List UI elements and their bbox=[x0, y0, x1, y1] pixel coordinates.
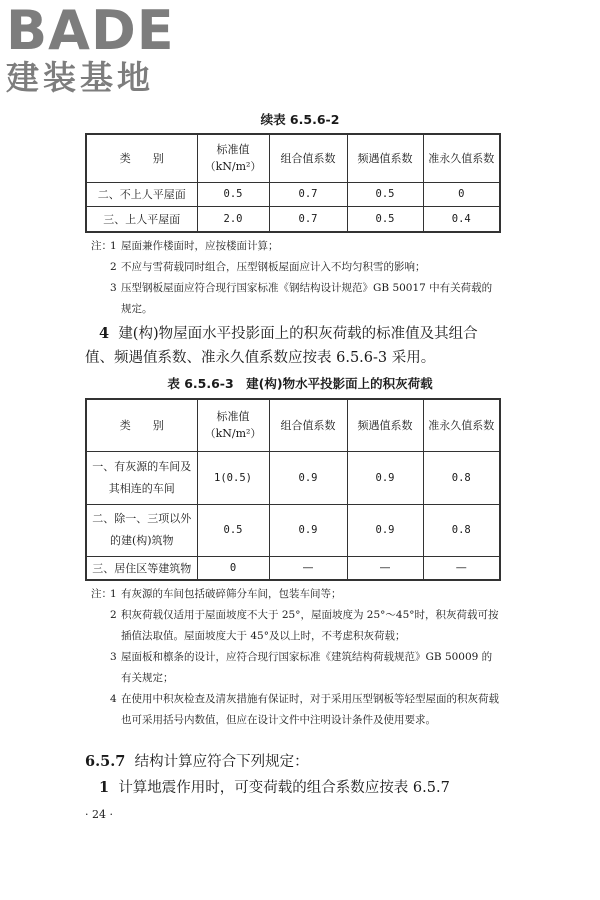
note-text: 屋面兼作楼面时，应按楼面计算； bbox=[121, 240, 279, 252]
cell-quasi-permanent-coef: 0.8 bbox=[423, 504, 500, 556]
cell-standard-value: 0 bbox=[197, 556, 269, 580]
note-number: 3 bbox=[110, 651, 117, 663]
header-quasi-permanent-coef: 准永久值系数 bbox=[423, 134, 500, 182]
table-6563-notes bbox=[91, 584, 501, 731]
header-standard-value: 标准值 （kN/m²） bbox=[197, 134, 269, 182]
cell-combination-coef: 0.7 bbox=[269, 206, 347, 232]
table-row bbox=[86, 451, 500, 504]
table-header-row bbox=[86, 399, 500, 451]
page-number: · 24 · bbox=[85, 808, 113, 821]
note-item bbox=[91, 605, 501, 647]
note-text: 积灰荷载仅适用于屋面坡度不大于 25°，屋面坡度为 25°～45°时，积灰荷载可按插值法取值。屋面坡度大于 45°及以上时，不考虑积灰荷载； bbox=[121, 609, 499, 642]
cell-combination-coef: 0.7 bbox=[269, 182, 347, 206]
cell-combination-coef: 0.9 bbox=[269, 504, 347, 556]
header-standard-value: 标准值 （kN/m²） bbox=[197, 399, 269, 451]
item-text: 计算地震作用时，可变荷载的组合系数应按表 6.5.7 bbox=[118, 780, 450, 796]
logo bbox=[6, 0, 206, 97]
cell-frequent-coef: 0.9 bbox=[347, 451, 423, 504]
logo-brand: BADE bbox=[6, 0, 175, 62]
note-number: 2 bbox=[110, 609, 117, 621]
note-item bbox=[91, 689, 501, 731]
item-1 bbox=[85, 776, 501, 800]
cell-category: 二、不上人平屋面 bbox=[86, 182, 197, 206]
section-text: 结构计算应符合下列规定： bbox=[134, 754, 309, 770]
cell-quasi-permanent-coef: — bbox=[423, 556, 500, 580]
table-6563-caption: 表 6.5.6-3 建(构)物水平投影面上的积灰荷载 bbox=[167, 376, 433, 391]
table-row bbox=[86, 206, 500, 232]
header-category: 类 别 bbox=[86, 399, 197, 451]
cell-category: 三、上人平屋面 bbox=[86, 206, 197, 232]
table-row bbox=[86, 504, 500, 556]
header-category: 类 别 bbox=[86, 134, 197, 182]
note-number: 1 bbox=[110, 588, 117, 600]
cell-frequent-coef: 0.5 bbox=[347, 206, 423, 232]
cell-combination-coef: 0.9 bbox=[269, 451, 347, 504]
cell-category: 三、居住区等建筑物 bbox=[86, 556, 197, 580]
notes-label: 注： bbox=[91, 240, 112, 252]
note-number: 4 bbox=[110, 693, 117, 705]
header-combination-coef: 组合值系数 bbox=[269, 399, 347, 451]
note-text: 不应与雪荷载同时组合，压型钢板屋面应计入不均匀积雪的影响； bbox=[121, 261, 426, 273]
note-item bbox=[91, 647, 501, 689]
logo-subtitle: 建装基地 bbox=[6, 58, 154, 97]
table-6562-notes bbox=[91, 236, 501, 320]
header-combination-coef: 组合值系数 bbox=[269, 134, 347, 182]
note-item bbox=[91, 278, 501, 320]
note-number: 2 bbox=[110, 261, 117, 273]
note-item bbox=[91, 257, 501, 278]
paragraph-text: 建(构)物屋面水平投影面上的积灰荷载的标准值及其组合值、频遇值系数、准永久值系数应按表 6.5.6-3 采用。 bbox=[85, 326, 478, 366]
note-item bbox=[91, 236, 501, 257]
header-quasi-permanent-coef: 准永久值系数 bbox=[423, 399, 500, 451]
paragraph-number: 4 bbox=[99, 325, 110, 342]
note-text: 在使用中积灰检查及清灰措施有保证时，对于采用压型钢板等轻型屋面的积灰荷载也可采用括号内数值，但应在设计文件中注明设计条件及使用要求。 bbox=[121, 693, 499, 726]
notes-label: 注： bbox=[91, 588, 112, 600]
cell-standard-value: 1(0.5) bbox=[197, 451, 269, 504]
cell-frequent-coef: 0.5 bbox=[347, 182, 423, 206]
cell-standard-value: 0.5 bbox=[197, 504, 269, 556]
cell-standard-value: 2.0 bbox=[197, 206, 269, 232]
header-frequent-coef: 频遇值系数 bbox=[347, 134, 423, 182]
paragraph-4 bbox=[85, 322, 501, 370]
table-header-row bbox=[86, 134, 500, 182]
note-text: 屋面板和檩条的设计，应符合现行国家标准《建筑结构荷载规范》GB 50009 的有关规定； bbox=[121, 651, 493, 684]
cell-category: 一、有灰源的车间及其相连的车间 bbox=[86, 451, 197, 504]
note-text: 压型钢板屋面应符合现行国家标准《钢结构设计规范》GB 50017 中有关荷载的规定。 bbox=[121, 282, 493, 315]
cell-frequent-coef: 0.9 bbox=[347, 504, 423, 556]
note-item bbox=[91, 584, 501, 605]
item-number: 1 bbox=[99, 779, 110, 796]
table-6562-caption: 续表 6.5.6-2 bbox=[260, 112, 340, 127]
note-number: 3 bbox=[110, 282, 117, 294]
cell-frequent-coef: — bbox=[347, 556, 423, 580]
section-number: 6.5.7 bbox=[85, 753, 126, 770]
note-number: 1 bbox=[110, 240, 117, 252]
cell-quasi-permanent-coef: 0.4 bbox=[423, 206, 500, 232]
note-text: 有灰源的车间包括破碎筛分车间，包装车间等； bbox=[121, 588, 342, 600]
cell-quasi-permanent-coef: 0 bbox=[423, 182, 500, 206]
cell-combination-coef: — bbox=[269, 556, 347, 580]
header-frequent-coef: 频遇值系数 bbox=[347, 399, 423, 451]
table-row bbox=[86, 556, 500, 580]
cell-standard-value: 0.5 bbox=[197, 182, 269, 206]
cell-quasi-permanent-coef: 0.8 bbox=[423, 451, 500, 504]
table-row bbox=[86, 182, 500, 206]
section-657 bbox=[85, 750, 501, 774]
table-6563 bbox=[85, 398, 501, 581]
cell-category: 二、除一、三项以外的建(构)筑物 bbox=[86, 504, 197, 556]
table-6562 bbox=[85, 133, 501, 233]
